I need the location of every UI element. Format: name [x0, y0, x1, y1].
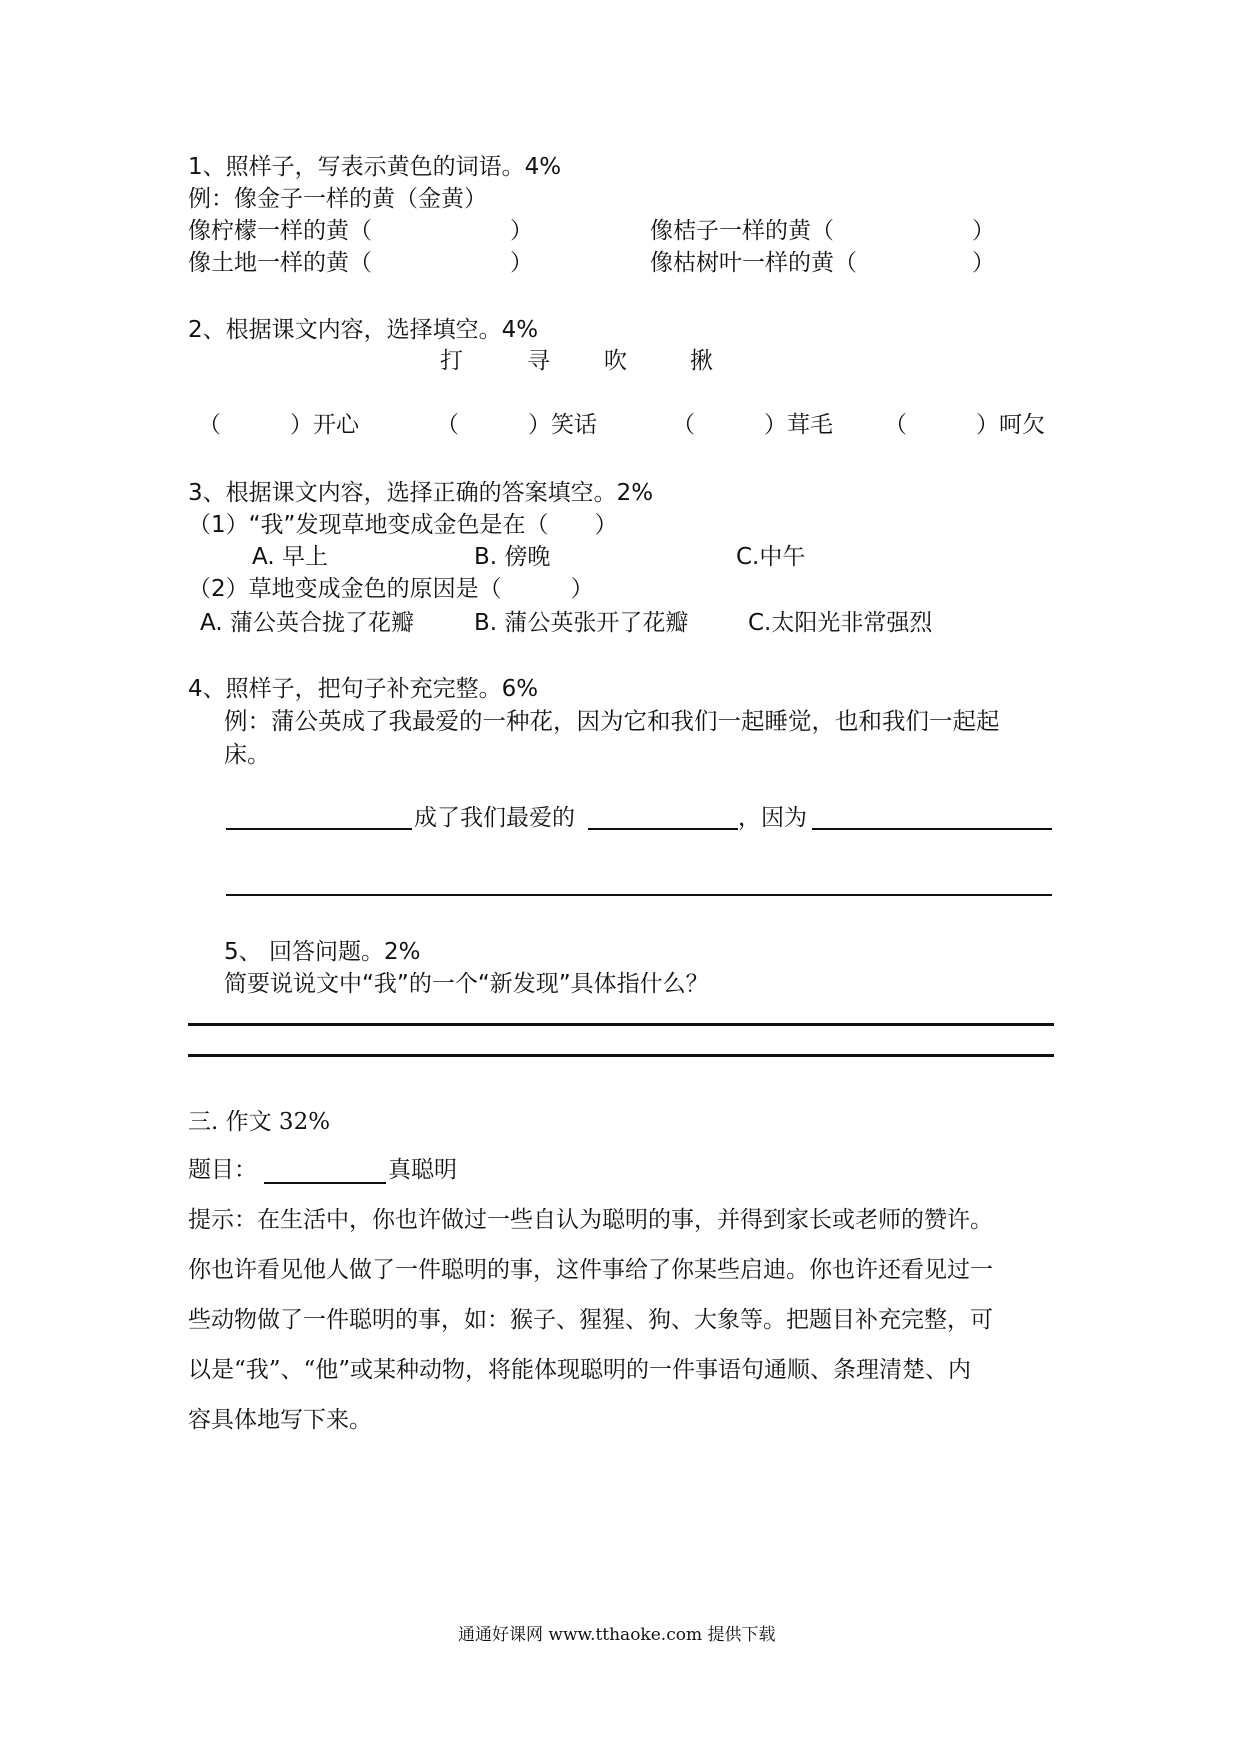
q2-blank-kaixin: （ ）开心: [198, 412, 359, 438]
page-footer: 通通好课网 www.tthaoke.com 提供下载: [458, 1625, 776, 1645]
q5-title: 5、 回答问题。2%: [224, 939, 421, 965]
q4-fill-part1: 成了我们最爱的: [414, 805, 575, 831]
q4-title: 4、照样子，把句子补充完整。6%: [188, 676, 539, 702]
composition-topic-blank[interactable]: [264, 1182, 386, 1184]
q1-example: 例：像金子一样的黄（金黄）: [188, 186, 487, 212]
q4-example-line1: 例：蒲公英成了我最爱的一种花，因为它和我们一起睡觉，也和我们一起起: [224, 707, 1000, 735]
composition-topic-suffix: 真聪明: [388, 1157, 457, 1183]
composition-prompt-line4: 以是“我”、“他”或某种动物，将能体现聪明的一件事语句通顺、条理清楚、内: [188, 1357, 972, 1383]
composition-prompt-line2: 你也许看见他人做了一件聪明的事，这件事给了你某些启迪。你也许还看见过一: [188, 1257, 993, 1283]
q3-sub1-option-b: B. 傍晚: [474, 544, 551, 570]
q4-blank-reason[interactable]: [812, 828, 1052, 830]
composition-prompt-line3: 些动物做了一件聪明的事，如：猴子、猩猩、狗、大象等。把题目补充完整，可: [188, 1307, 993, 1333]
q3-sub1-option-c: C.中午: [736, 544, 806, 570]
q2-blank-rongmao: （ ）茸毛: [672, 412, 833, 438]
q1-item-dry-leaf: 像枯树叶一样的黄（ ）: [650, 250, 995, 276]
q4-blank-reason-line2[interactable]: [226, 894, 1052, 896]
composition-heading: 三. 作文 32%: [188, 1109, 331, 1135]
q1-item-lemon: 像柠檬一样的黄（ ）: [188, 218, 533, 244]
q2-word-chui: 吹: [604, 348, 627, 374]
q5-answer-line1[interactable]: [188, 1023, 1054, 1026]
q1-item-soil: 像土地一样的黄（ ）: [188, 250, 533, 276]
q1-item-orange: 像桔子一样的黄（ ）: [650, 218, 995, 244]
composition-prompt-line1: 提示：在生活中，你也许做过一些自认为聪明的事，并得到家长或老师的赞许。: [188, 1207, 993, 1233]
composition-topic-label: 题目：: [188, 1157, 257, 1183]
q3-sub1: （1）“我”发现草地变成金色是在（ ）: [188, 512, 618, 538]
q2-title: 2、根据课文内容，选择填空。4%: [188, 317, 539, 343]
q2-blank-heqian: （ ）呵欠: [884, 412, 1045, 438]
q4-blank-object[interactable]: [588, 828, 738, 830]
q3-sub2-option-c: C.太阳光非常强烈: [748, 610, 933, 636]
q2-word-da: 打: [440, 348, 463, 374]
q4-fill-part2: ，因为: [738, 805, 807, 831]
q3-sub2-option-a: A. 蒲公英合拢了花瓣: [200, 610, 414, 636]
q3-sub1-option-a: A. 早上: [252, 544, 328, 570]
q5-question: 简要说说文中“我”的一个“新发现”具体指什么？: [224, 971, 709, 997]
q4-example-line2: 床。: [224, 742, 270, 768]
q1-title: 1、照样子，写表示黄色的词语。4%: [188, 154, 562, 180]
q3-sub2-option-b: B. 蒲公英张开了花瓣: [474, 610, 689, 636]
q3-sub2: （2）草地变成金色的原因是（ ）: [188, 576, 594, 602]
q4-blank-subject[interactable]: [226, 828, 412, 830]
q5-answer-line2[interactable]: [188, 1054, 1054, 1057]
composition-prompt-line5: 容具体地写下来。: [188, 1407, 372, 1433]
q2-word-jiu: 揪: [690, 348, 713, 374]
q3-title: 3、根据课文内容，选择正确的答案填空。2%: [188, 480, 654, 506]
q2-blank-xiaohua: （ ）笑话: [436, 412, 597, 438]
q2-word-xun: 寻: [527, 348, 550, 374]
